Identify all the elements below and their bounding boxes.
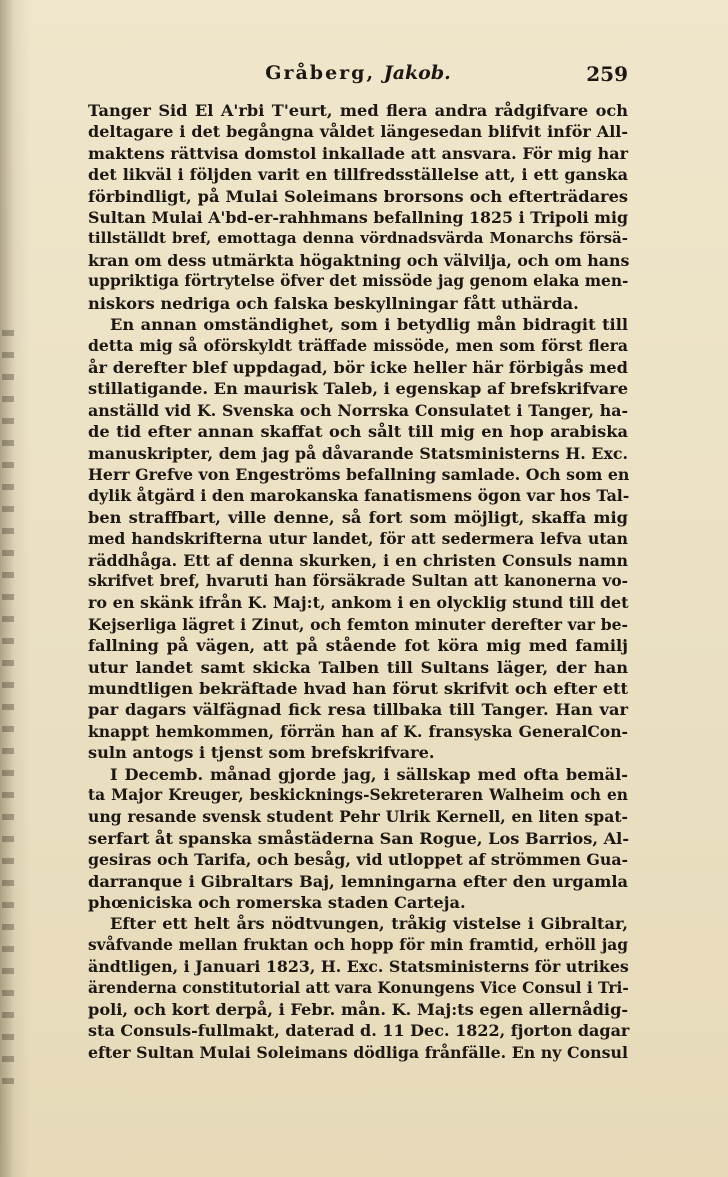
running-head-given-name: Jakob. xyxy=(383,62,451,84)
text-line: utur landet samt skicka Talben till Sultans läger, der han xyxy=(88,657,628,677)
text-line: niskors nedriga och falska beskyllningar fått uthärda. xyxy=(88,293,579,313)
text-line: tillställdt bref, emottaga denna vördnadsvärda Monarchs försä- xyxy=(88,229,628,248)
body-text xyxy=(88,100,628,1063)
text-line: Tanger Sid El A'rbi T'eurt, med flera andra rådgifvare och xyxy=(88,101,628,120)
text-line: sta Consuls-fullmakt, daterad d. 11 Dec. 1822, fjorton dagar xyxy=(88,1021,630,1041)
binding-gutter-marks xyxy=(2,330,14,1090)
text-line: ta Major Kreuger, beskicknings-Sekreteraren Walheim och en xyxy=(88,786,628,804)
text-line: efter Sultan Mulai Soleimans dödliga frånfälle. En ny Consul xyxy=(88,1042,628,1062)
text-line: ärenderna constitutorial att vara Konungens Vice Consul i Tri- xyxy=(88,978,629,997)
text-line: En annan omständighet, som i betydlig mån bidragit till xyxy=(110,315,628,335)
text-line: förbindligt, på Mulai Soleimans brorsons och efterträdares xyxy=(88,186,628,206)
text-line: uppriktiga förtrytelse öfver det missöde jag genom elaka men- xyxy=(88,272,629,291)
text-line: med handskrifterna utur landet, för att sedermera lefva utan xyxy=(88,529,628,549)
text-line: Sultan Mulai A'bd-er-rahhmans befallning 1825 i Tripoli mig xyxy=(88,208,628,228)
text-line: ändtligen, i Januari 1823, H. Exc. Statsministerns för utrikes xyxy=(88,957,629,977)
text-line: de tid efter annan skaffat och sålt till mig en hop arabiska xyxy=(88,422,628,442)
text-line: suln antogs i tjenst som brefskrifvare. xyxy=(88,743,435,763)
text-line: Herr Grefve von Engeströms befallning samlade. Och som en xyxy=(88,464,630,484)
text-line: mundtligen bekräftade hvad han förut skrifvit och efter ett xyxy=(88,678,628,698)
text-line: svåfvande mellan fruktan och hopp för min framtid, erhöll jag xyxy=(88,935,628,954)
text-line: serfart åt spanska småstäderna San Rogue, Los Barrios, Al- xyxy=(88,828,630,848)
text-line: detta mig så oförskyldt träffade missöde, men som först flera xyxy=(88,336,628,356)
running-head-name: Gråberg, xyxy=(265,62,376,84)
text-line: det likväl i följden varit en tillfredsställelse att, i ett ganska xyxy=(88,165,628,185)
text-line: gesiras och Tarifa, och besåg, vid utloppet af strömmen Gua- xyxy=(88,850,629,870)
text-line: manuskripter, dem jag på dåvarande Statsministerns H. Exc. xyxy=(88,443,628,463)
text-line: anställd vid K. Svenska och Norrska Consulatet i Tanger, ha- xyxy=(88,400,628,420)
text-line: knappt hemkommen, förrän han af K. fransyska GeneralCon- xyxy=(88,721,628,741)
text-line: I Decemb. månad gjorde jag, i sällskap med ofta bemäl- xyxy=(110,764,628,784)
text-line: maktens rättvisa domstol inkallade att ansvara. För mig har xyxy=(88,143,628,163)
text-line: darranque i Gibraltars Baj, lemningarna efter den urgamla xyxy=(88,871,628,891)
text-line: skrifvet bref, hvaruti han försäkrade Sultan att kanonerna vo- xyxy=(88,571,628,590)
text-line: phœniciska och romerska staden Carteja. xyxy=(88,893,466,913)
text-line: Kejserliga lägret i Zinut, och femton minuter derefter var be- xyxy=(88,614,628,634)
text-line: par dagars välfägnad fick resa tillbaka till Tanger. Han var xyxy=(88,700,628,720)
text-line: stillatigande. En maurisk Taleb, i egenskap af brefskrifvare xyxy=(88,379,628,399)
text-line: kran om dess utmärkta högaktning och välvilja, och om hans xyxy=(88,250,630,270)
page-header xyxy=(88,62,628,92)
text-line: ro en skänk ifrån K. Maj:t, ankom i en olycklig stund till det xyxy=(88,593,629,613)
text-line: poli, och kort derpå, i Febr. mån. K. Maj:ts egen allernådig- xyxy=(88,1000,629,1020)
text-line: dylik åtgärd i den marokanska fanatismens ögon var hos Tal- xyxy=(88,486,630,506)
page-number: 259 xyxy=(586,62,628,86)
text-line: fallning på vägen, att på stående fot köra mig med familj xyxy=(88,636,628,656)
text-line: deltagare i det begångna våldet längesedan blifvit inför All- xyxy=(88,122,628,142)
text-line: Efter ett helt års nödtvungen, tråkig vistelse i Gibraltar, xyxy=(110,914,628,934)
text-line: ung resande svensk student Pehr Ulrik Kernell, en liten spat- xyxy=(88,807,628,827)
running-head xyxy=(88,62,628,84)
text-line: år derefter blef uppdagad, bör icke heller här förbigås med xyxy=(88,357,628,377)
text-line: ben straffbart, ville denne, så fort som möjligt, skaffa mig xyxy=(88,507,628,527)
text-line: räddhåga. Ett af denna skurken, i en christen Consuls namn xyxy=(88,550,628,570)
